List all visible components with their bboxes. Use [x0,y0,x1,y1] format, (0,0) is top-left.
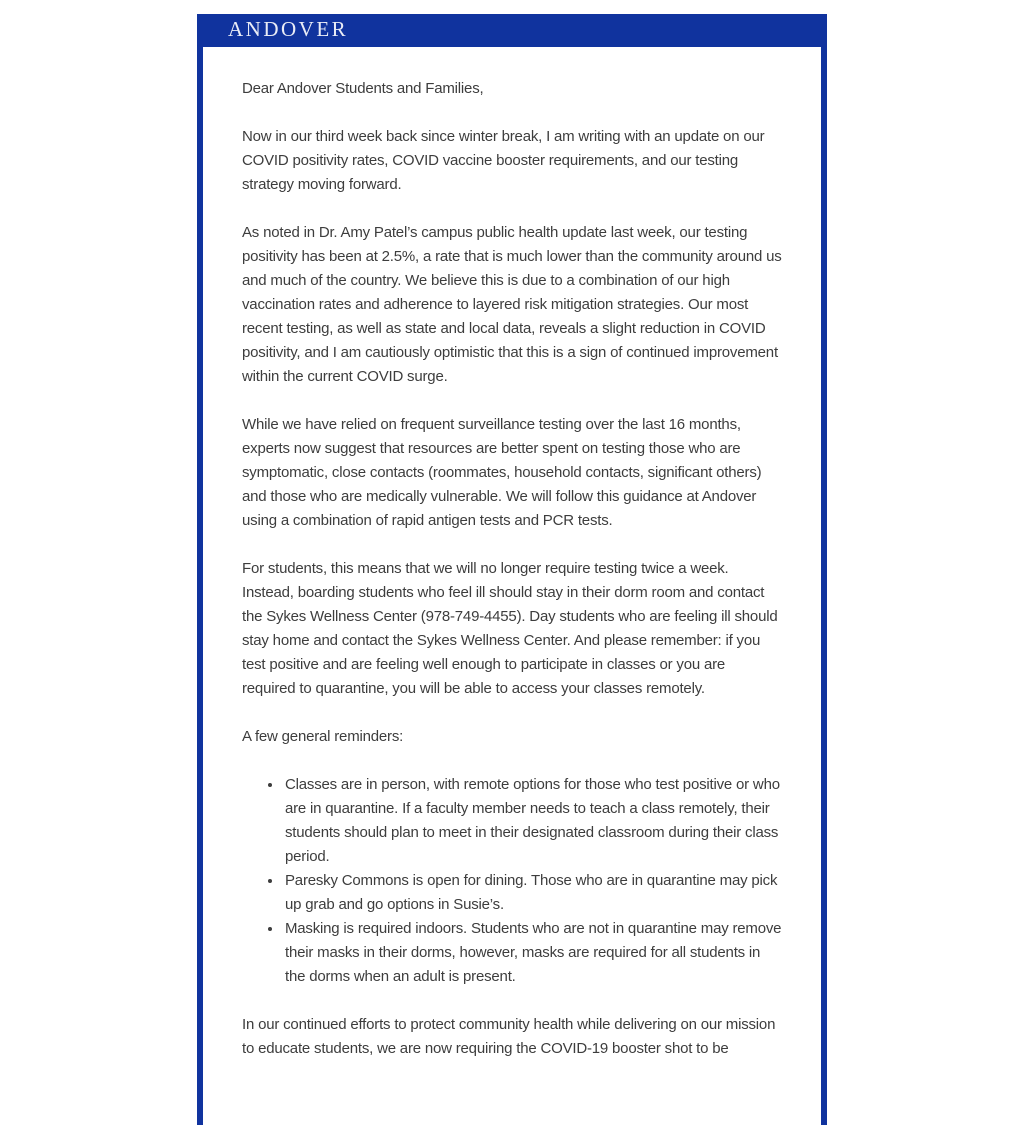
list-item: • Paresky Commons is open for dining. Those who are in quarantine may pick up grab and go options in Susie’s. [283,869,782,917]
paragraph-booster-requirement: In our continued efforts to protect community health while delivering on our mission to educate students, we are now requiring the COVID-19 booster shot to be [242,1016,776,1057]
letter-body [197,47,827,1125]
paragraph-positivity-rates: As noted in Dr. Amy Patel’s campus public health update last week, our testing positivity has been at 2.5%, a rate that is much lower than the community around us and much of the country. We believe this is due to a combination of our high vaccination rates and adherence to layered risk mitigation strategies. Our most recent testing, as well as state and local data, reveals a slight reduction in COVID positivity, and I am cautiously optimistic that this is a sign of continued improvement within the current COVID surge. [242,224,782,385]
reminders-list [242,773,782,989]
reminders-heading: A few general reminders: [242,728,404,745]
andover-wordmark: ANDOVER [228,17,349,41]
brand-header-bar [197,14,827,47]
paragraph-student-guidance: For students, this means that we will no longer require testing twice a week. Instead, boarding students who feel ill should stay in their dorm room and contact the Sykes Wellness Center (978-749-4455). Day students who are feeling ill should stay home and contact the Sykes Wellness Center. And please remember: if you test positive and are feeling well enough to participate in classes or you are required to quarantine, you will be able to access your classes remotely. [242,560,778,697]
salutation: Dear Andover Students and Families, [242,80,484,97]
list-item: • Classes are in person, with remote options for those who test positive or who are in quarantine. If a faculty member needs to teach a class remotely, their students should plan to meet in their designated classroom during their class period. [283,773,782,869]
list-item: • Masking is required indoors. Students who are not in quarantine may remove their masks in their dorms, however, masks are required for all students in the dorms when an adult is present. [283,917,782,989]
paragraph-intro: Now in our third week back since winter break, I am writing with an update on our COVID positivity rates, COVID vaccine booster requirements, and our testing strategy moving forward. [242,128,765,193]
email-content-column [197,14,827,1125]
paragraph-testing-strategy: While we have relied on frequent surveillance testing over the last 16 months, experts now suggest that resources are better spent on testing those who are symptomatic, close contacts (roommates, household contacts, significant others) and those who are medically vulnerable. We will follow this guidance at Andover using a combination of rapid antigen tests and PCR tests. [242,416,762,529]
